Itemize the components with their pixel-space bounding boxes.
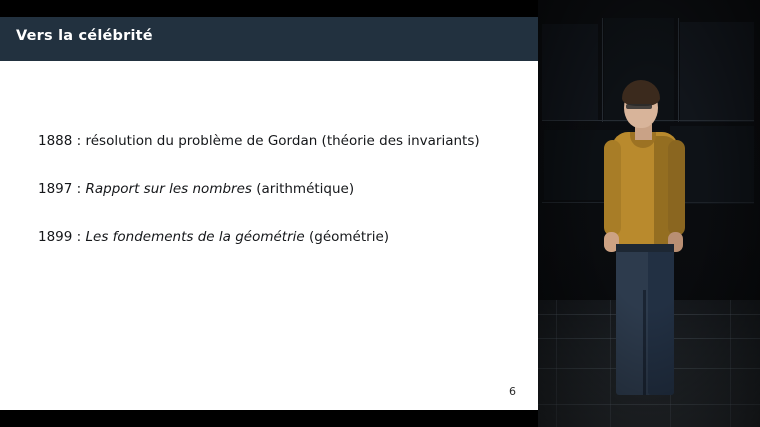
- presenter-hair: [622, 80, 660, 106]
- presentation-slide: [0, 17, 538, 410]
- presenter-legs-shadow: [648, 248, 674, 395]
- slide-bullet: [38, 181, 354, 197]
- slide-bullet: [38, 133, 480, 149]
- bullet-text-suffix: (arithmétique): [251, 181, 355, 197]
- bullet-text-italic: Rapport sur les nombres: [85, 181, 252, 197]
- bullet-text-prefix: 1899 :: [38, 229, 86, 245]
- bullet-text-italic: Les fondements de la géométrie: [85, 229, 305, 245]
- presenter-figure: [538, 0, 760, 427]
- bullet-text-prefix: 1897 :: [38, 181, 86, 197]
- presenter-leg-separation: [643, 290, 646, 395]
- glasses-icon: [626, 104, 652, 109]
- bullet-text-suffix: (géométrie): [304, 229, 390, 245]
- presenter-belt: [616, 244, 674, 252]
- presenter-arm-right: [668, 140, 685, 236]
- speaker-video-feed: [538, 0, 760, 427]
- letterbox-bar-top: [0, 0, 538, 17]
- slide-title-bar: [0, 17, 538, 61]
- bullet-text-prefix: 1888 : résolution du problème de Gordan (théorie des invariants): [38, 133, 480, 149]
- slide-content: [0, 61, 538, 410]
- letterbox-bar-bottom: [0, 410, 538, 427]
- slide-page-number: 6: [509, 385, 516, 398]
- slide-title: Vers la célébrité: [16, 28, 153, 44]
- slide-bullet: [38, 229, 389, 245]
- presenter-arm-left: [604, 140, 621, 236]
